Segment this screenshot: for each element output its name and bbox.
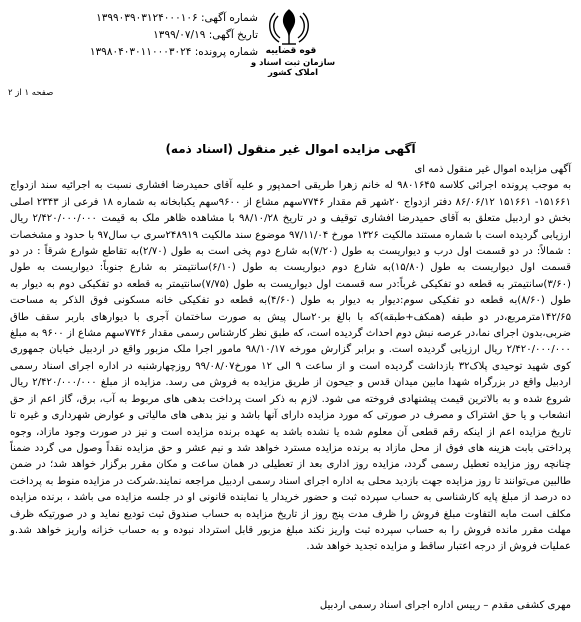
org-line2: سازمان ثبت اسناد و املاک کشور bbox=[250, 58, 336, 78]
file-number: شماره پرونده: ۱۳۹۸۰۴۰۳۰۱۱۰۰۰۳۰۲۴ bbox=[89, 46, 258, 58]
paragraph-heading: آگهی مزایده اموال غیر منقول ذمه ای bbox=[414, 164, 571, 175]
ad-date: تاریخ آگهی: ۱۳۹۹/۰۷/۱۹ bbox=[153, 29, 258, 41]
org-line1: قوه قضاییه bbox=[265, 46, 317, 56]
judiciary-emblem-icon bbox=[258, 4, 320, 48]
page-indicator: صفحه ۱ از ۲ bbox=[8, 88, 54, 98]
paragraph-main: به موجب پرونده اجرائی کلاسه ۹۸۰۱۶۴۵ له خانم زهرا طریقی احمدپور و علیه آقای حمیدرضا افشاری نسبت به اجرائیه سند ازدواج ۱۵۱۶۶۱- ۱۵۱۶۶۱ ۸۶/۰۶/۱۲ دفتر ازدواج ۲۰شهر قم مقدار ۷۷۴۶سهم مشاع از ۹۶۰۰سهم یکبابخانه به شماره ۱۸ فرعی از ۲۳۴۳ اصلی بخش دو اردبیل متعلق به آقای حمیدرضا افشاری توقیف و در تاریخ ۹۸/۱۰/۲۸ با مشاهده ظاهر ملک به قیمت ۲/۴۲۰/۰۰۰/۰۰۰ ریال ارزیابی گردیده است با شماره مستند مالکیت ۱۳۲۶ مورخ ۹۷/۱۱/۰۴ موضوع سند مالکیت ۲۴۸۹۱۹سری ب سال۹۷ با حدود و مشخصات : شمالاً: در دو قسمت اول درب و دیواریست به طول (۷/۲۰)به شارع دوم پخی است به طول (۲/۷۰)به تقاطع شوارع شرقاً : در دو قسمت اول دیواریست به طول (۱۵/۸۰)به شارع دوم دیواریست به طول (۶/۱۰)سانتیمتر به شارع جنوباً: دیواریست به طول (۳/۶۰)سانتیمتر به قطعه دو تفکیکی غرباً:در سه قسمت اول دیواریست به طول (۷/۷۵)سانتیمتر به قطعه دو تفکیکی دوم به دیوار به طول (۸/۶۰)به قطعه دو تفکیکی سوم:دیوار به دیوار به طول (۴/۶۰)به قطعه دو تفکیکی خانه مسکونی فوق الذکر به مساحت ۱۴۲/۶۵مترمربع،در دو طبقه (همکف+طبقه)که با بالغ بر۲۰سال پیش به صورت ساختمان آجری با دیوارهای باربر سقف طاق ضربی،بدون اجرای نما،در عرصه نبش دوم احداث گردیده است، که طبق نظر کارشناس رسمی مقدار ۷۷۴۶سهم مشاع از ۹۶۰۰ به مبلغ ۲/۴۲۰/۰۰۰/۰۰۰ ریال ارزیابی گردیده است. و برابر گزارش مورخه ۹۸/۱۰/۱۷ مامور اجرا ملک مزبور واقع در اردبیل خیابان جمهوری کوی شهید توحیدی پلاک۳۲ بازداشت گردیده است و از ساعت ۹ الی ۱۲ مورخ۹۹/۰۸/۰۷ روزچهارشنبه در اداره اجرای اسناد رسمی اردبیل واقع در بزرگراه شهدا مابین میدان قدس و جیحون از طریق مزایده به فروش می رسد. مزایده از مبلغ ۲/۴۲۰/۰۰۰/۰۰۰ ریال شروع شده و به بالاترین قیمت پیشنهادی فروخته می شود. لازم به ذکر است پرداخت بدهی های مربوط به آب، برق، گاز اعم از حق انشعاب و یا حق اشتراک و مصرف در صورتی که مورد مزایده دارای آنها باشد و نیز بدهی های مالیاتی و عوارض شهرداری و غیره تا تاریخ مزایده اعم از اینکه رقم قطعی آن معلوم شده یا نشده باشد به عهده برنده مزایده است و نیز در صورت وجود مازاد، وجوه پرداختی بابت هزینه های فوق از محل مازاد به برنده مزایده مسترد خواهد شد و نیم عشر و حق مزایده نقداً وصول می گردد ضمناً چنانچه روز مزایده تعطیل رسمی گردد، مزایده روز اداری بعد از تعطیلی در همان ساعت و مکان مقرر برگزار خواهد شد؛ در ضمن طالبین می‌توانند تا روز مزایده جهت بازدید محلی به اداره اجرای اسناد رسمی اردبیل مراجعه نمایند.شرکت در مزایده منوط به پرداخت ده درصد از مبلغ پایه کارشناسی به حساب سپرده ثبت و حضور خریدار یا نماینده قانونی او در جلسه مزایده می باشد ، برنده مزایده مکلف است مابه التفاوت مبلغ فروش را ظرف مدت پنج روز از تاریخ مزایده به حساب صندوق ثبت تودیع نماید و در صورتیکه ظرف مهلت مقرر مانده فروش را به حساب سپرده ثبت واریز نکند مبلغ مزبور قابل استرداد نبوده و به حساب خزانه واریز خواهد شد.و عملیات فروش از درجه اعتبار ساقط و مزایده تجدید خواهد شد. bbox=[10, 180, 572, 553]
signature-line: مهری کشفی مقدم – رییس اداره اجرای اسناد رسمی اردبیل bbox=[319, 600, 571, 611]
notice-body bbox=[10, 162, 571, 556]
document-title: آگهی مزایده اموال غیر منقول (اسناد ذمه) bbox=[165, 142, 416, 156]
ad-number: شماره آگهی: ۱۳۹۹۰۳۹۰۳۱۲۴۰۰۰۱۰۶ bbox=[96, 12, 258, 24]
